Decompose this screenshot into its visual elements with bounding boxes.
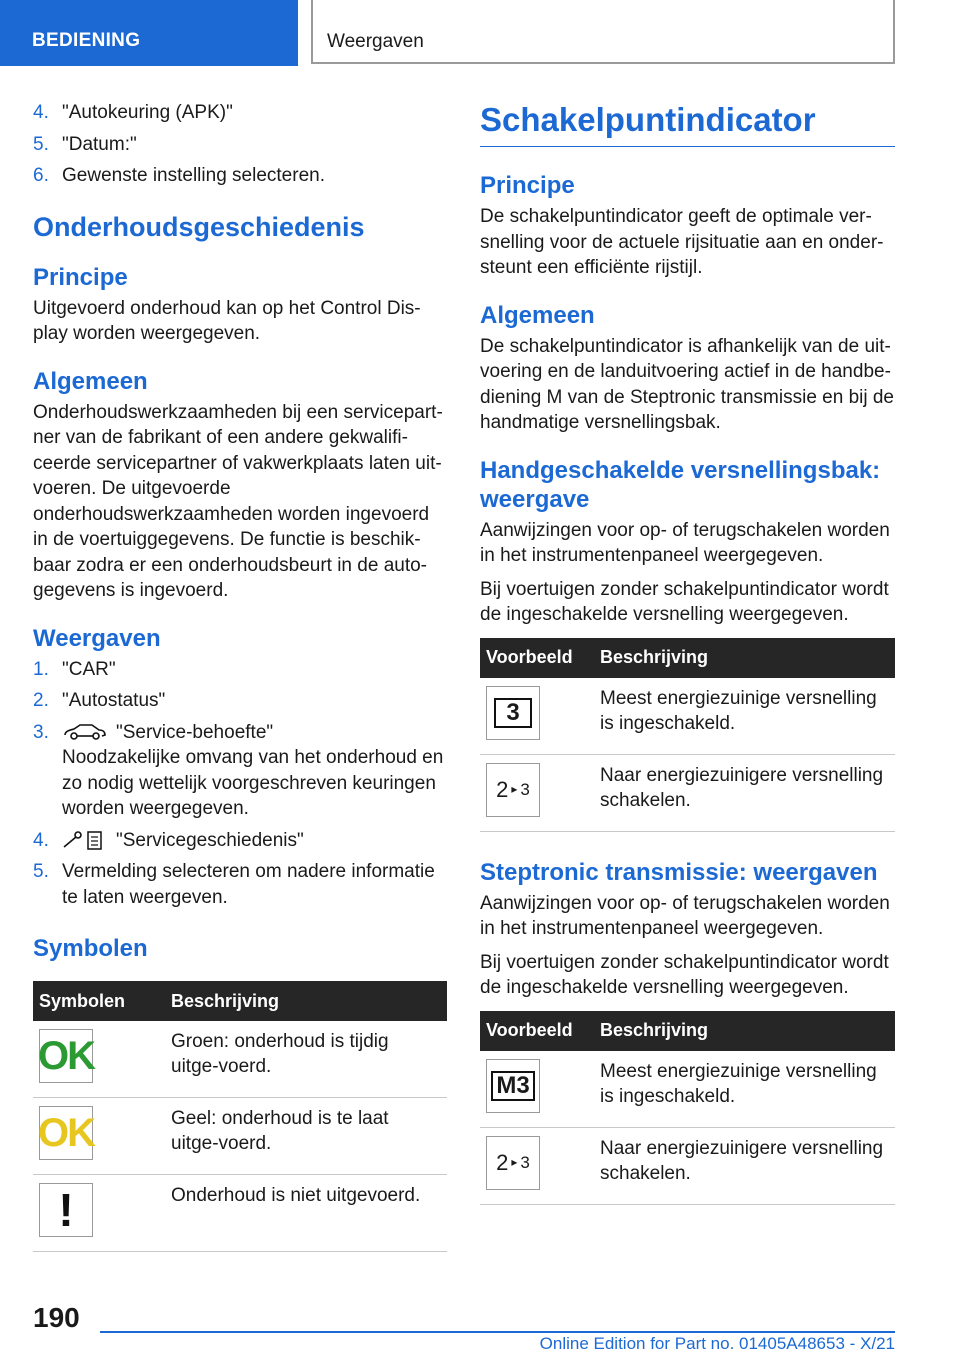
ok-yellow-icon: OK [39,1106,93,1160]
table-row [480,1051,895,1128]
list-item: 1. "CAR" [33,658,116,680]
heading-onderhoudsgeschiedenis: Onderhoudsgeschiedenis [33,211,365,242]
service-history-icon [62,829,108,851]
list-item: 4. "Autokeuring (APK)" [33,102,233,123]
list-item-subtext: Noodzakelijke omvang van het onderhoud en zo nodig wettelijk voorgeschreven keuringen worden weergegeven. [62,747,444,819]
section-tab: BEDIENING [0,0,298,66]
heading-schakelpuntindicator: Schakelpuntindicator [480,100,895,147]
heading-symbolen: Symbolen [33,935,148,962]
table-row [480,678,895,755]
table-header-row [480,638,895,678]
table-row [33,1021,447,1098]
page-header [0,0,960,66]
list-item: 2. "Autostatus" [33,690,166,711]
table-row [33,1098,447,1175]
car-icon [62,722,108,742]
list-item: 4. "Servicegeschiedenis" [33,829,304,851]
table-row [480,754,895,831]
heading-algemeen: Algemeen [33,367,148,395]
paragraph-algemeen: De schakelpuntindicator is afhankelijk van de uit-voering en de landuitvoering actief in de handbe-diening M van de Steptronic transmissie en bij de handmatige versnellingsbak. [480,335,895,433]
table-header-beschrijving: Beschrijving [594,1011,895,1051]
table-cell-description: Naar energiezuinigere versnelling schakelen. [594,1127,895,1204]
heading-principe: Principe [33,263,128,291]
list-item: 5. Vermelding selecteren om nadere informatie te laten weergeven. [33,861,435,908]
footer-divider [100,1331,895,1333]
paragraph-steptronic-1: Aanwijzingen voor op- of terugschakelen worden in het instrumentenpaneel weergegeven. [480,892,890,939]
right-column [480,100,895,1205]
table-header-beschrijving: Beschrijving [594,638,895,678]
shift-2-to-3-icon: 2 ▸ 3 [486,1136,540,1190]
page-number: 190 [33,1302,80,1333]
shift-arrow-icon: ▸ [511,782,518,796]
table-header-voorbeeld: Voorbeeld [480,1011,594,1051]
chapter-title: Weergaven [311,0,895,64]
paragraph-manual-2: Bij voertuigen zonder schakelpuntindicator wordt de ingeschakelde versnelling weergegeven. [480,578,889,625]
table-row [33,1175,447,1252]
table-header-voorbeeld: Voorbeeld [480,638,594,678]
table-cell-description: Naar energiezuinigere versnelling schakelen. [594,754,895,831]
gear-m3-icon: M3 [486,1059,540,1113]
table-cell-description: Onderhoud is niet uitgevoerd. [165,1175,447,1252]
gear-3-icon: 3 [486,686,540,740]
table-header-row [480,1011,895,1051]
heading-weergaven: Weergaven [33,624,161,652]
paragraph-principe: De schakelpuntindicator geeft de optimale ver-snelling voor de actuele rijsituatie aan en onder-steunt een efficiënte rijstijl. [480,206,884,278]
table-cell-description: Geel: onderhoud is te laat uitge-voerd. [165,1098,447,1175]
edition-note: Online Edition for Part no. 01405A48653 - X/21 [539,1334,895,1353]
heading-handgeschakelde-versnellingsbak: Handgeschakelde versnellingsbak: weergave [480,456,881,513]
paragraph-algemeen: Onderhoudswerkzaamheden bij een servicepart-ner van de fabrikant of een andere gekwalifi-ceerde servicepartner of vakwerkplaats laten uit-voeren. De uitgevoerde onderhoudswerkzaamheden worden ingevoerd in de voertuiggegevens. De functie is beschik-baar zodra er een onderhoudsbeurt in de auto-gegevens is ingevoerd. [33,401,443,601]
table-header-row [33,981,447,1021]
left-column [33,100,447,1252]
list-item: 5. "Datum:" [33,133,137,155]
table-header-symbolen: Symbolen [33,981,165,1021]
table-cell-description: Meest energiezuinige versnelling is ingeschakeld. [594,678,895,755]
list-item: 3. "Service-behoefte" Noodzakelijke omvang van het onderhoud en zo nodig wettelijk voorgeschreven keuringen worden weergegeven. [33,720,447,822]
shift-2-to-3-icon: 2 ▸ 3 [486,763,540,817]
paragraph-principe: Uitgevoerd onderhoud kan op het Control Dis-play worden weergegeven. [33,297,421,344]
table-header-beschrijving: Beschrijving [165,981,447,1021]
ok-green-icon: OK [39,1029,93,1083]
list-item: 6. Gewenste instelling selecteren. [33,165,325,186]
heading-steptronic-transmissie: Steptronic transmissie: weergaven [480,858,878,886]
manual-gear-table [480,638,895,832]
paragraph-manual-1: Aanwijzingen voor op- of terugschakelen worden in het instrumentenpaneel weergegeven. [480,519,890,566]
paragraph-steptronic-2: Bij voertuigen zonder schakelpuntindicator wordt de ingeschakelde versnelling weergegeven. [480,951,889,998]
steptronic-gear-table [480,1011,895,1205]
table-row [480,1127,895,1204]
heading-algemeen: Algemeen [480,301,595,329]
symbols-table [33,981,447,1252]
shift-arrow-icon: ▸ [511,1155,518,1169]
heading-principe: Principe [480,172,575,199]
steps-list-continued [33,100,447,189]
table-cell-description: Meest energiezuinige versnelling is ingeschakeld. [594,1051,895,1128]
exclamation-icon: ! [39,1183,93,1237]
weergaven-list [33,657,447,911]
table-cell-description: Groen: onderhoud is tijdig uitge-voerd. [165,1021,447,1098]
